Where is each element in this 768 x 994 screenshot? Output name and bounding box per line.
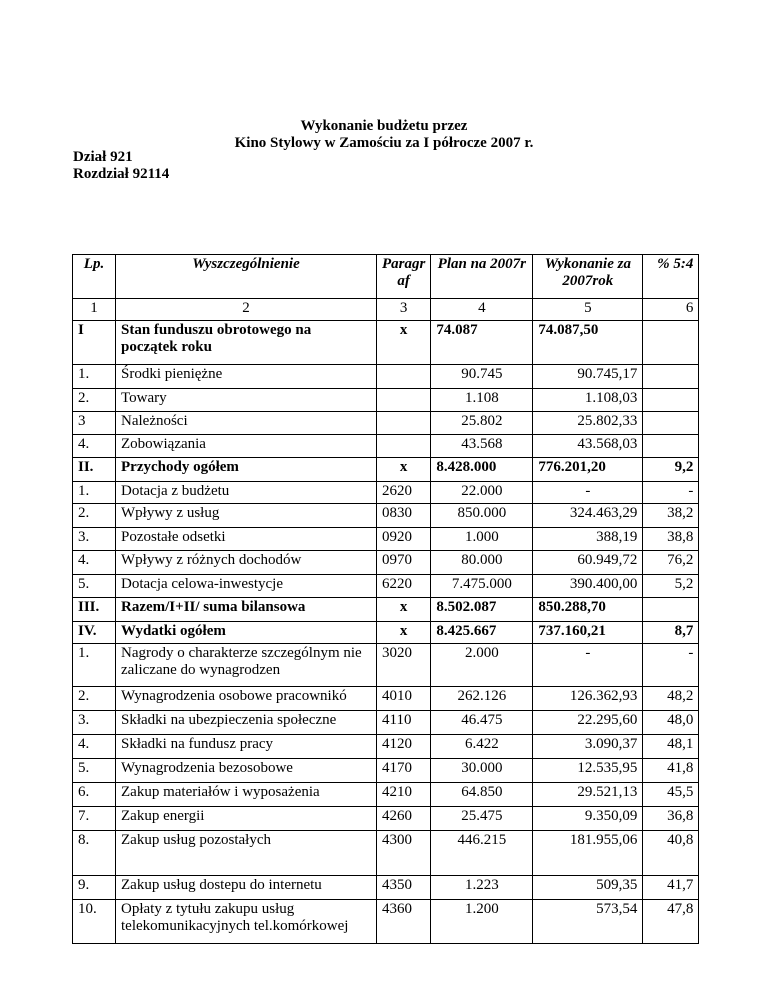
cell-par: 4210 (377, 783, 431, 807)
cell-wyk: 74.087,50 (533, 321, 643, 365)
cell-lp: 9. (73, 876, 116, 900)
cell-plan: 1.223 (431, 876, 533, 900)
cell-plan: 1.000 (431, 528, 533, 551)
cell-par: 4350 (377, 876, 431, 900)
cell-pct: - (643, 644, 699, 687)
col-number: 6 (643, 299, 699, 321)
cell-par: 4010 (377, 687, 431, 711)
cell-pct: 36,8 (643, 807, 699, 831)
table-row (73, 551, 699, 575)
cell-name: Nagrody o charakterze szczególnym nie zaliczane do wynagrodzen (116, 644, 377, 687)
cell-pct: 47,8 (643, 900, 699, 944)
column-number-row (73, 299, 699, 321)
col-header-lp: Lp. (73, 255, 116, 299)
cell-lp: 6. (73, 783, 116, 807)
cell-plan: 90.745 (431, 365, 533, 389)
cell-par: x (377, 598, 431, 622)
col-header-pct: % 5:4 (643, 255, 699, 299)
table-row (73, 687, 699, 711)
cell-par (377, 365, 431, 389)
col-number: 3 (377, 299, 431, 321)
dzial-label: Dział 921 (73, 149, 133, 165)
table-row (73, 482, 699, 504)
col-number: 5 (533, 299, 643, 321)
table-row (73, 389, 699, 412)
cell-wyk: 390.400,00 (533, 575, 643, 598)
cell-wyk: 43.568,03 (533, 435, 643, 458)
cell-pct: 40,8 (643, 831, 699, 876)
cell-name: Środki pieniężne (116, 365, 377, 389)
cell-par: 4360 (377, 900, 431, 944)
cell-lp: I (73, 321, 116, 365)
cell-pct: 48,2 (643, 687, 699, 711)
cell-pct: 76,2 (643, 551, 699, 575)
cell-name: Zobowiązania (116, 435, 377, 458)
cell-plan: 8.428.000 (431, 458, 533, 482)
cell-plan: 25.802 (431, 412, 533, 435)
cell-lp: 3 (73, 412, 116, 435)
cell-name: Wpływy z usług (116, 504, 377, 528)
cell-pct (643, 321, 699, 365)
col-header-plan: Plan na 2007r (431, 255, 533, 299)
table-row (73, 622, 699, 644)
cell-plan: 8.425.667 (431, 622, 533, 644)
table-row (73, 528, 699, 551)
col-header-par: Paragr af (377, 255, 431, 299)
cell-lp: 4. (73, 735, 116, 759)
table-row (73, 644, 699, 687)
cell-plan: 64.850 (431, 783, 533, 807)
table-row (73, 711, 699, 735)
cell-plan: 6.422 (431, 735, 533, 759)
cell-pct: 48,1 (643, 735, 699, 759)
rozdzial-label: Rozdział 92114 (73, 166, 170, 182)
cell-name: Dotacja z budżetu (116, 482, 377, 504)
cell-lp: 3. (73, 528, 116, 551)
cell-par: 4300 (377, 831, 431, 876)
cell-lp: 2. (73, 389, 116, 412)
cell-pct: 41,8 (643, 759, 699, 783)
cell-lp: 1. (73, 644, 116, 687)
col-number: 2 (116, 299, 377, 321)
cell-par (377, 412, 431, 435)
cell-plan: 850.000 (431, 504, 533, 528)
cell-par: 0970 (377, 551, 431, 575)
cell-par (377, 435, 431, 458)
table-row (73, 575, 699, 598)
cell-par (377, 389, 431, 412)
cell-wyk: 388,19 (533, 528, 643, 551)
cell-pct: 38,2 (643, 504, 699, 528)
cell-wyk: 776.201,20 (533, 458, 643, 482)
cell-plan: 1.200 (431, 900, 533, 944)
cell-wyk: 60.949,72 (533, 551, 643, 575)
cell-par: 6220 (377, 575, 431, 598)
col-number: 4 (431, 299, 533, 321)
cell-pct: 5,2 (643, 575, 699, 598)
cell-name: Wpływy z różnych dochodów (116, 551, 377, 575)
cell-name: Wynagrodzenia bezosobowe (116, 759, 377, 783)
cell-pct (643, 389, 699, 412)
col-header-name: Wyszczególnienie (116, 255, 377, 299)
cell-wyk: 3.090,37 (533, 735, 643, 759)
cell-wyk: 9.350,09 (533, 807, 643, 831)
cell-name: Towary (116, 389, 377, 412)
cell-lp: II. (73, 458, 116, 482)
cell-pct: - (643, 482, 699, 504)
cell-wyk: 181.955,06 (533, 831, 643, 876)
col-number: 1 (73, 299, 116, 321)
cell-lp: 5. (73, 759, 116, 783)
cell-pct: 45,5 (643, 783, 699, 807)
cell-par: 0920 (377, 528, 431, 551)
table-row (73, 876, 699, 900)
cell-wyk: - (533, 482, 643, 504)
cell-wyk: - (533, 644, 643, 687)
cell-lp: 10. (73, 900, 116, 944)
table-row (73, 807, 699, 831)
cell-name: Opłaty z tytułu zakupu usług telekomunikacyjnych tel.komórkowej (116, 900, 377, 944)
cell-name: Zakup usług pozostałych (116, 831, 377, 876)
cell-name: Wydatki ogółem (116, 622, 377, 644)
budget-table (72, 254, 699, 944)
cell-wyk: 850.288,70 (533, 598, 643, 622)
cell-par: 4120 (377, 735, 431, 759)
cell-name: Należności (116, 412, 377, 435)
document-title-line2: Kino Stylowy w Zamościu za I półrocze 2007 r. (234, 135, 534, 151)
cell-wyk: 126.362,93 (533, 687, 643, 711)
cell-par: 4260 (377, 807, 431, 831)
cell-wyk: 22.295,60 (533, 711, 643, 735)
cell-lp: 2. (73, 687, 116, 711)
cell-name: Pozostałe odsetki (116, 528, 377, 551)
table-row (73, 365, 699, 389)
cell-lp: 2. (73, 504, 116, 528)
cell-plan: 446.215 (431, 831, 533, 876)
cell-pct (643, 435, 699, 458)
cell-plan: 2.000 (431, 644, 533, 687)
cell-plan: 22.000 (431, 482, 533, 504)
cell-pct: 38,8 (643, 528, 699, 551)
table-row (73, 321, 699, 365)
cell-name: Składki na fundusz pracy (116, 735, 377, 759)
cell-wyk: 573,54 (533, 900, 643, 944)
document-title-line1: Wykonanie budżetu przez (300, 118, 468, 134)
cell-wyk: 737.160,21 (533, 622, 643, 644)
cell-par: 2620 (377, 482, 431, 504)
cell-plan: 46.475 (431, 711, 533, 735)
cell-name: Zakup materiałów i wyposażenia (116, 783, 377, 807)
cell-par: x (377, 321, 431, 365)
cell-pct: 48,0 (643, 711, 699, 735)
cell-pct (643, 365, 699, 389)
table-row (73, 900, 699, 944)
cell-name: Składki na ubezpieczenia społeczne (116, 711, 377, 735)
cell-name: Wynagrodzenia osobowe pracownikó (116, 687, 377, 711)
cell-lp: 5. (73, 575, 116, 598)
table-row (73, 831, 699, 876)
table-row (73, 735, 699, 759)
cell-lp: 4. (73, 551, 116, 575)
cell-lp: 8. (73, 831, 116, 876)
table-row (73, 759, 699, 783)
table-row (73, 435, 699, 458)
cell-wyk: 509,35 (533, 876, 643, 900)
cell-pct: 8,7 (643, 622, 699, 644)
cell-name: Zakup usług dostepu do internetu (116, 876, 377, 900)
cell-lp: 4. (73, 435, 116, 458)
cell-name: Stan funduszu obrotowego na początek roku (116, 321, 377, 365)
table-header-row (73, 255, 699, 299)
col-header-wyk: Wykonanie za 2007rok (533, 255, 643, 299)
table-row (73, 783, 699, 807)
cell-par: 3020 (377, 644, 431, 687)
cell-wyk: 324.463,29 (533, 504, 643, 528)
cell-lp: 3. (73, 711, 116, 735)
cell-lp: 7. (73, 807, 116, 831)
cell-lp: 1. (73, 365, 116, 389)
cell-par: 0830 (377, 504, 431, 528)
cell-par: x (377, 458, 431, 482)
cell-plan: 43.568 (431, 435, 533, 458)
cell-plan: 80.000 (431, 551, 533, 575)
cell-wyk: 29.521,13 (533, 783, 643, 807)
cell-plan: 25.475 (431, 807, 533, 831)
cell-pct: 41,7 (643, 876, 699, 900)
cell-wyk: 1.108,03 (533, 389, 643, 412)
cell-plan: 1.108 (431, 389, 533, 412)
table-row (73, 598, 699, 622)
cell-name: Razem/I+II/ suma bilansowa (116, 598, 377, 622)
cell-name: Przychody ogółem (116, 458, 377, 482)
cell-lp: III. (73, 598, 116, 622)
cell-wyk: 25.802,33 (533, 412, 643, 435)
cell-par: x (377, 622, 431, 644)
cell-wyk: 90.745,17 (533, 365, 643, 389)
cell-name: Zakup energii (116, 807, 377, 831)
cell-par: 4170 (377, 759, 431, 783)
cell-pct (643, 412, 699, 435)
cell-pct (643, 598, 699, 622)
table-row (73, 458, 699, 482)
cell-plan: 7.475.000 (431, 575, 533, 598)
cell-lp: IV. (73, 622, 116, 644)
cell-lp: 1. (73, 482, 116, 504)
cell-wyk: 12.535,95 (533, 759, 643, 783)
cell-pct: 9,2 (643, 458, 699, 482)
cell-par: 4110 (377, 711, 431, 735)
cell-name: Dotacja celowa-inwestycje (116, 575, 377, 598)
cell-plan: 8.502.087 (431, 598, 533, 622)
cell-plan: 30.000 (431, 759, 533, 783)
cell-plan: 74.087 (431, 321, 533, 365)
cell-plan: 262.126 (431, 687, 533, 711)
table-row (73, 412, 699, 435)
table-row (73, 504, 699, 528)
